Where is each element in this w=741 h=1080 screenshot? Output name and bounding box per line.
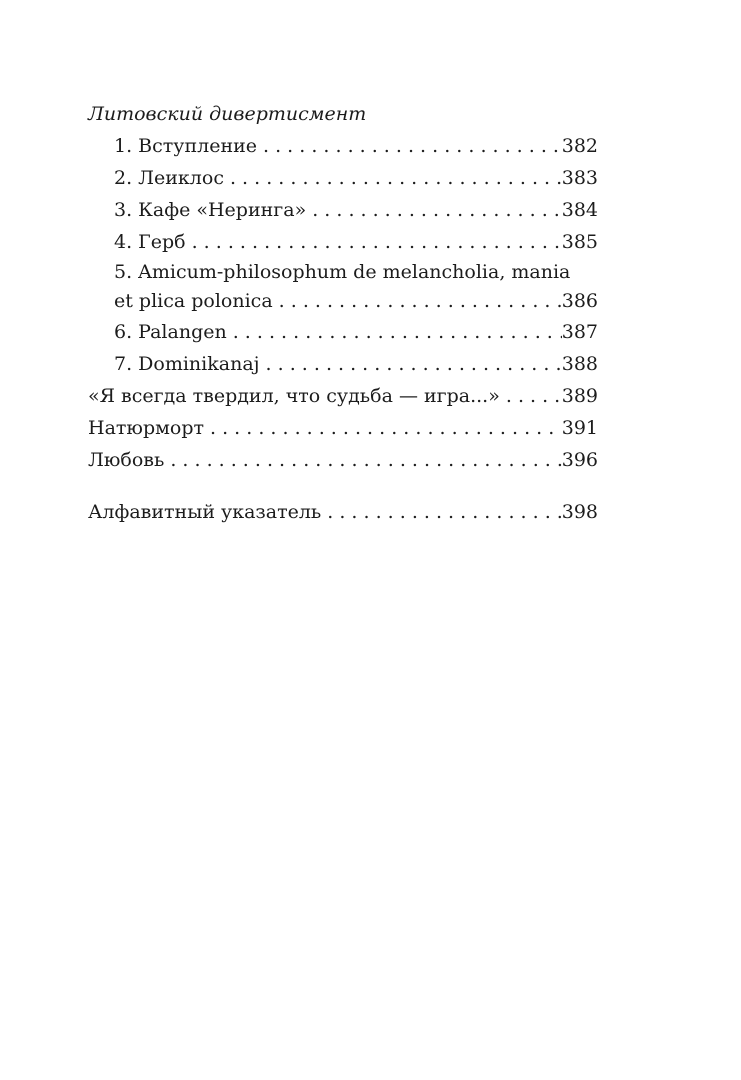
- dot-leader: [321, 496, 561, 528]
- toc-entry[interactable]: [88, 130, 598, 162]
- dot-leader: [306, 194, 562, 226]
- toc-entry-label: 4. Герб: [114, 231, 186, 253]
- toc-entry-label: 3. Кафе «Неринга»: [114, 199, 307, 221]
- dot-leader: [273, 286, 562, 316]
- toc-entry-page: 386: [561, 290, 598, 312]
- toc-entry-page: 384: [561, 199, 598, 221]
- toc-entry-line2: [114, 286, 598, 316]
- toc-entry[interactable]: [88, 412, 598, 444]
- toc-entry[interactable]: [88, 194, 598, 226]
- dot-leader: [164, 444, 561, 476]
- toc-entry-multiline[interactable]: [88, 258, 598, 316]
- dot-leader: [227, 316, 562, 348]
- toc-entry-page: 391: [561, 417, 598, 439]
- toc-entry-page: 388: [561, 353, 598, 375]
- toc-entry[interactable]: [88, 162, 598, 194]
- toc-entry-page: 396: [561, 449, 598, 471]
- table-of-contents: [88, 98, 598, 528]
- toc-entry-label: 6. Palangen: [114, 321, 227, 343]
- toc-entry-label: 2. Леиклос: [114, 167, 224, 189]
- toc-entry[interactable]: [88, 444, 598, 476]
- toc-entry-page: 385: [561, 231, 598, 253]
- toc-entry-label: Натюрморт: [88, 417, 205, 439]
- toc-entry-label-line2: et plica polonica: [114, 290, 273, 312]
- toc-entry-index[interactable]: [88, 496, 598, 528]
- toc-entry-page: 382: [561, 135, 598, 157]
- dot-leader: [204, 412, 562, 444]
- section-title: Литовский дивертисмент: [88, 103, 367, 125]
- dot-leader: [186, 226, 562, 258]
- toc-entry[interactable]: [88, 348, 598, 380]
- toc-entry-label: Любовь: [88, 449, 165, 471]
- toc-entry-label: 1. Вступление: [114, 135, 258, 157]
- toc-entry[interactable]: [88, 316, 598, 348]
- dot-leader: [500, 380, 562, 412]
- toc-entry-label: «Я всегда твердил, что судьба — игра...»: [88, 385, 500, 407]
- toc-entry-label-line1: 5. Amicum-philosophum de melancholia, mania: [114, 261, 571, 283]
- toc-entry-label: Алфавитный указатель: [88, 501, 322, 523]
- dot-leader: [224, 162, 562, 194]
- toc-entry-page: 398: [561, 501, 598, 523]
- dot-leader: [260, 348, 562, 380]
- toc-entry-page: 387: [561, 321, 598, 343]
- toc-entry[interactable]: [88, 226, 598, 258]
- toc-entry-page: 383: [561, 167, 598, 189]
- toc-entry-label: 7. Dominikanaj: [114, 353, 260, 375]
- dot-leader: [257, 130, 562, 162]
- toc-entry-page: 389: [561, 385, 598, 407]
- toc-entry[interactable]: [88, 380, 598, 412]
